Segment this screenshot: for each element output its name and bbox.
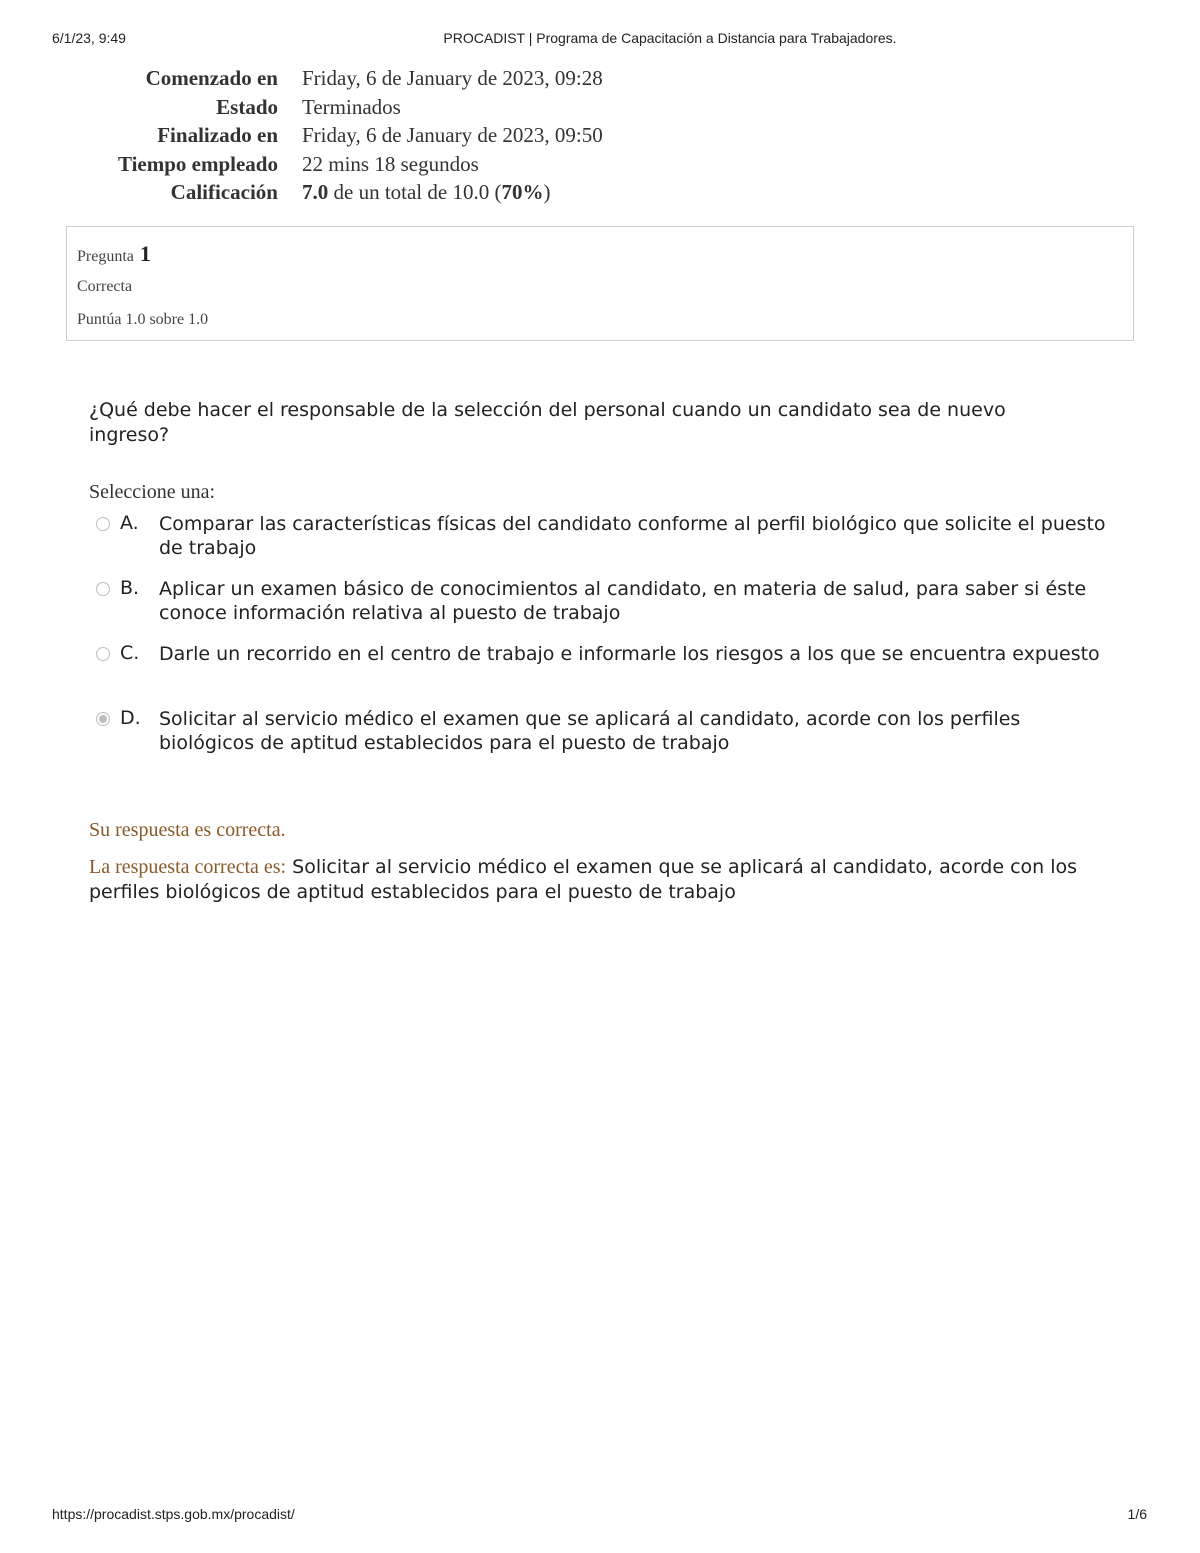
summary-value: 22 mins 18 segundos (302, 151, 479, 176)
question-number-title (77, 241, 151, 267)
question-prefix: Pregunta (77, 248, 134, 265)
answer-option-c[interactable] (96, 642, 1116, 707)
grade-middle: de un total de 10.0 ( (328, 180, 502, 204)
question-mark: Puntúa 1.0 sobre 1.0 (77, 311, 209, 328)
answer-prompt: Seleccione una: (89, 481, 216, 503)
answer-text: Darle un recorrido en el centro de trabajo e informarle los riesgos a los que se encuentra expuesto (159, 643, 1100, 665)
summary-label: Estado (216, 94, 278, 119)
summary-label: Finalizado en (157, 123, 278, 147)
question-text: ¿Qué debe hacer el responsable de la selección del personal cuando un candidato sea de nuevo ingreso? (89, 399, 1006, 446)
answer-letter: A. (120, 512, 139, 534)
radio-button[interactable] (96, 582, 110, 596)
summary-label: Comenzado en (145, 66, 278, 90)
attempt-summary (0, 66, 1200, 209)
print-datetime: 6/1/23, 9:49 (52, 30, 126, 46)
summary-row-time-taken (0, 152, 1200, 181)
right-answer (89, 855, 1129, 905)
answer-list (96, 512, 1116, 772)
answer-option-b[interactable] (96, 577, 1116, 642)
radio-button[interactable] (96, 647, 110, 661)
summary-value: Friday, 6 de January de 2023, 09:50 (302, 123, 603, 147)
summary-row-started (0, 66, 1200, 95)
print-header (0, 30, 1200, 50)
answer-letter: B. (120, 577, 140, 599)
feedback-result: Su respuesta es correcta. (89, 819, 286, 841)
print-page-title: PROCADIST | Programa de Capacitación a Distancia para Trabajadores. (443, 30, 897, 46)
summary-label: Tiempo empleado (117, 151, 278, 176)
answer-text: Solicitar al servicio médico el examen que se aplicará al candidato, acorde con los perfiles biológicos de aptitud establecidos para el puesto de trabajo (159, 708, 1021, 754)
grade-value (302, 180, 550, 205)
summary-row-grade (0, 180, 1200, 209)
right-answer-text: Solicitar al servicio médico el examen que se aplicará al candidato, acorde con los perfiles biológicos de aptitud establecidos para el puesto de trabajo (89, 856, 1078, 903)
radio-button-selected[interactable] (96, 712, 110, 726)
question-state: Correcta (77, 278, 133, 295)
summary-value: Friday, 6 de January de 2023, 09:28 (302, 66, 603, 90)
radio-button[interactable] (96, 517, 110, 531)
print-page-number: 1/6 (1127, 1506, 1147, 1522)
summary-row-finished (0, 123, 1200, 152)
answer-option-a[interactable] (96, 512, 1116, 577)
print-footer (0, 1506, 1200, 1526)
summary-value: Terminados (302, 94, 401, 119)
answer-letter: C. (120, 642, 140, 664)
answer-option-d[interactable] (96, 707, 1116, 772)
answer-letter: D. (120, 707, 141, 729)
grade-percent: 70% (501, 180, 544, 204)
answer-text: Aplicar un examen básico de conocimientos al candidato, en materia de salud, para saber si éste conoce información relativa al puesto de trabajo (159, 578, 1087, 624)
answer-text: Comparar las características físicas del candidato conforme al perfil biológico que solicite el puesto de trabajo (159, 513, 1106, 559)
print-url: https://procadist.stps.gob.mx/procadist/ (52, 1506, 295, 1522)
grade-end: ) (543, 180, 551, 204)
question-info-box (66, 226, 1134, 341)
summary-label: Calificación (170, 180, 278, 204)
question-number: 1 (139, 241, 151, 266)
grade-score: 7.0 (302, 180, 329, 204)
summary-row-state (0, 95, 1200, 124)
right-answer-label: La respuesta correcta es: (89, 856, 287, 878)
